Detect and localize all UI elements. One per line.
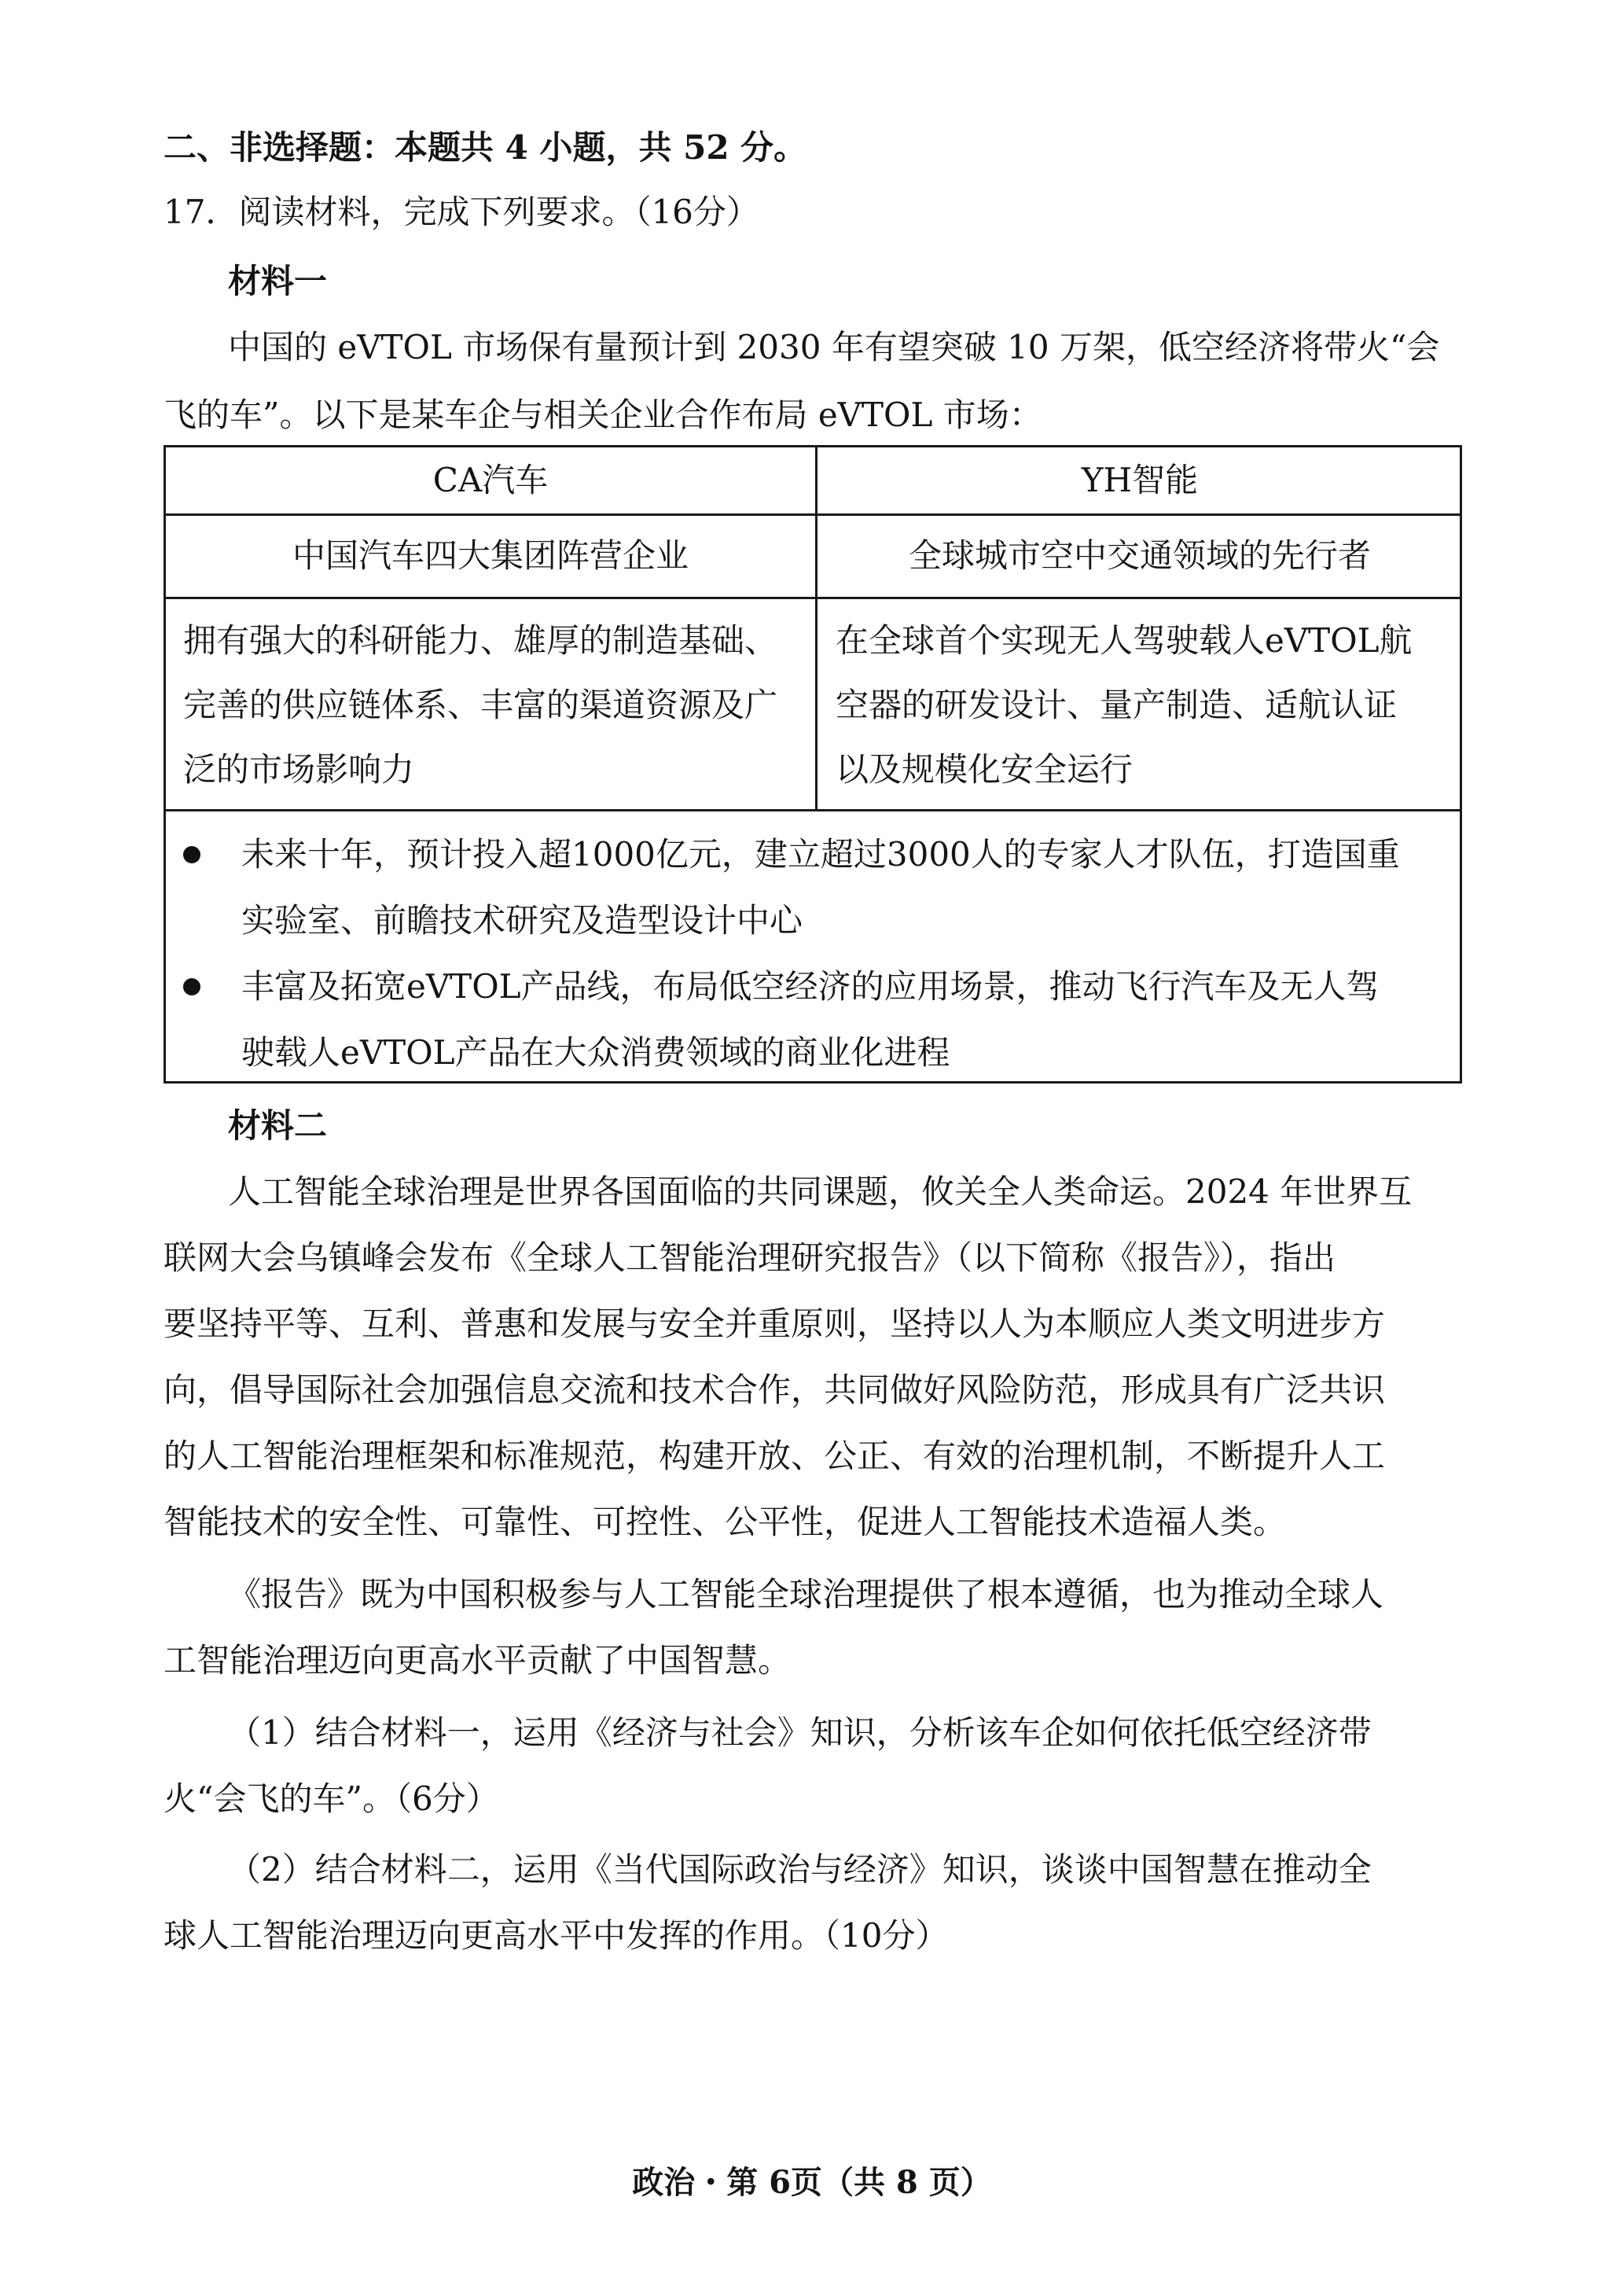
bullet-dot-icon [183, 978, 200, 995]
table-desc-ca-line: 完善的供应链体系、丰富的渠道资源及广 [183, 686, 778, 724]
material2-paragraph-line: 向，倡导国际社会加强信息交流和技术合作，共同做好风险防范，形成具有广泛共识 [164, 1371, 1386, 1409]
material2-paragraph-line: 工智能治理迈向更高水平贡献了中国智慧。 [164, 1641, 792, 1680]
sub-question-2: （2）结合材料二，运用《当代国际政治与经济》知识，谈谈中国智慧在推动全 [228, 1850, 1372, 1889]
table-row-divider [166, 513, 1460, 516]
table-desc-ca-line: 泛的市场影响力 [183, 750, 415, 789]
material1-title: 材料一 [228, 262, 328, 300]
sub-question-1: 火“会飞的车”。（6分） [164, 1779, 499, 1818]
material2-title: 材料二 [228, 1106, 328, 1145]
table-sub-ca: 中国汽车四大集团阵营企业 [292, 536, 689, 575]
table-bullet-line: 实验室、前瞻技术研究及造型设计中心 [241, 901, 803, 940]
table-bullet-line: 丰富及拓宽eVTOL产品线，布局低空经济的应用场景，推动飞行汽车及无人驾 [241, 967, 1380, 1006]
page-footer: 政治・第 6页（共 8 页） [632, 2164, 992, 2201]
table-row-divider [166, 809, 1460, 811]
material2-paragraph-line: 智能技术的安全性、可靠性、可控性、公平性，促进人工智能技术造福人类。 [164, 1503, 1287, 1541]
table-desc-yh-line: 在全球首个实现无人驾驶载人eVTOL航 [836, 621, 1413, 660]
table-header-ca: CA汽车 [432, 461, 549, 499]
material2-paragraph-line: 联网大会乌镇峰会发布《全球人工智能治理研究报告》（以下简称《报告》），指出 [164, 1238, 1336, 1277]
company-table [164, 445, 1462, 1084]
table-header-yh: YH智能 [1081, 461, 1199, 499]
table-desc-yh-line: 空器的研发设计、量产制造、适航认证 [836, 686, 1398, 724]
material2-paragraph-line: 人工智能全球治理是世界各国面临的共同课题，攸关全人类命运。2024 年世界互 [228, 1172, 1413, 1211]
table-desc-ca-line: 拥有强大的科研能力、雄厚的制造基础、 [183, 621, 778, 660]
material1-intro-line: 飞的车”。以下是某车企与相关企业合作布局 eVTOL 市场： [164, 396, 1042, 434]
table-bullet-line: 未来十年，预计投入超1000亿元，建立超过3000人的专家人才队伍，打造国重 [241, 835, 1400, 874]
section-header: 二、非选择题：本题共 4 小题，共 52 分。 [164, 128, 807, 167]
table-bullet-line: 驶载人eVTOL产品在大众消费领域的商业化进程 [241, 1033, 950, 1072]
material1-intro-line: 中国的 eVTOL 市场保有量预计到 2030 年有望突破 10 万架，低空经济将带火“会 [228, 328, 1440, 366]
material2-paragraph-line: 的人工智能治理框架和标准规范，构建开放、公正、有效的治理机制，不断提升人工 [164, 1437, 1386, 1475]
question-17-title: 17．阅读材料，完成下列要求。（16分） [164, 193, 759, 231]
table-sub-yh: 全球城市空中交通领域的先行者 [908, 536, 1371, 575]
sub-question-1: （1）结合材料一，运用《经济与社会》知识，分析该车企如何依托低空经济带 [228, 1713, 1372, 1752]
table-desc-yh-line: 以及规模化安全运行 [836, 750, 1133, 789]
material2-paragraph-line: 要坚持平等、互利、普惠和发展与安全并重原则，坚持以人为本顺应人类文明进步方 [164, 1304, 1386, 1343]
sub-question-2: 球人工智能治理迈向更高水平中发挥的作用。（10分） [164, 1916, 949, 1955]
bullet-dot-icon [183, 846, 200, 863]
material2-paragraph-line: 《报告》既为中国积极参与人工智能全球治理提供了根本遵循，也为推动全球人 [228, 1575, 1384, 1613]
table-row-divider [166, 597, 1460, 599]
